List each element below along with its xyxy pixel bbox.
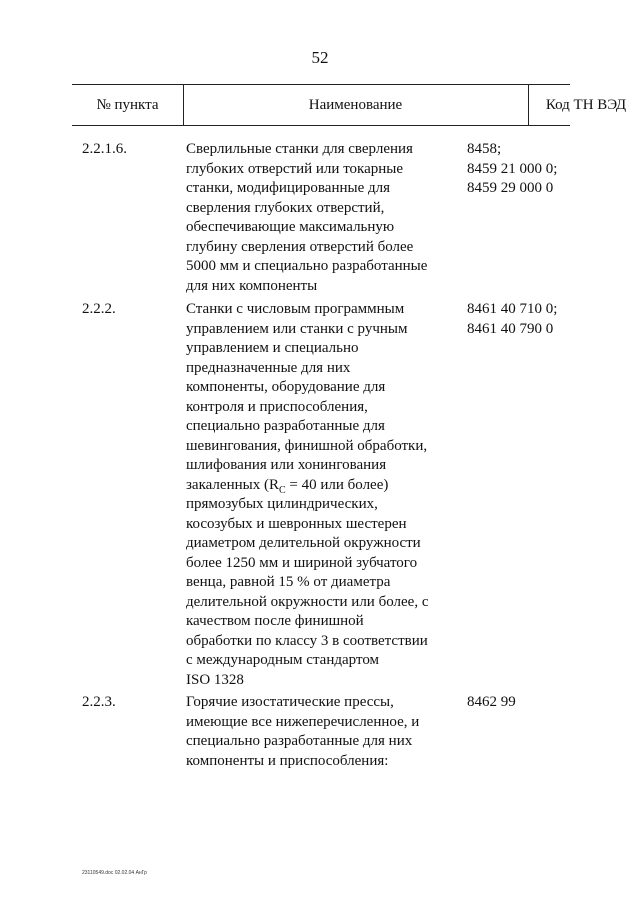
- name-line: диаметром делительной окружности: [186, 535, 421, 551]
- name-line: контроля и приспособления,: [186, 398, 368, 415]
- name-line: для них компоненты: [186, 277, 318, 294]
- name-line: с международным стандартом: [186, 652, 380, 668]
- row-name: [186, 140, 461, 296]
- name-line: более 1250 мм и шириной зубчатого: [186, 554, 418, 571]
- header-number: № пункта: [72, 85, 184, 125]
- header-code: Код ТН ВЭД: [545, 97, 627, 113]
- hardness-subscript: C: [278, 484, 286, 496]
- name-line: прямозубых цилиндрических,: [186, 496, 378, 512]
- name-line: качеством после финишной: [186, 613, 364, 629]
- name-line: косозубых и шевронных шестерен: [186, 515, 407, 532]
- row-number: 2.2.3.: [82, 694, 116, 710]
- code-line: 8461 40 790 0: [467, 320, 554, 337]
- code-line: 8462 99: [467, 694, 516, 710]
- name-line: компоненты, оборудование для: [186, 379, 386, 395]
- row-code: [467, 140, 582, 199]
- code-line: 8458;: [467, 141, 502, 157]
- hardness-line: [186, 476, 461, 496]
- name-line: Сверлильные станки для сверления: [186, 141, 413, 157]
- name-line: шевингования, финишной обработки,: [186, 437, 428, 454]
- table-header: [72, 84, 627, 126]
- row-name: [186, 300, 461, 690]
- name-line: обеспечивающие максимальную: [186, 219, 395, 235]
- name-line: венца, равной 15 % от диаметра: [186, 574, 391, 590]
- row-name: [186, 693, 461, 771]
- name-line: глубину сверления отверстий более: [186, 238, 414, 255]
- row-number: 2.2.2.: [82, 301, 116, 317]
- name-line: глубоких отверстий или токарные: [186, 160, 404, 177]
- name-line: делительной окружности или более, с: [186, 593, 429, 610]
- name-line: ISO 1328: [186, 671, 244, 688]
- document-footer: 23110549.doc 02.02.04 АнГр: [82, 870, 147, 876]
- row-code: [467, 300, 582, 339]
- page-number: 52: [311, 48, 329, 67]
- hardness-prefix: закаленных (R: [186, 476, 279, 493]
- row-code: [467, 693, 582, 713]
- name-line: 5000 мм и специально разработанные: [186, 258, 428, 274]
- name-line: компоненты и приспособления:: [186, 752, 389, 769]
- code-line: 8459 29 000 0: [467, 180, 554, 196]
- hardness-tail: = 40 или более): [285, 476, 389, 493]
- name-line: обработки по классу 3 в соответствии: [186, 632, 428, 649]
- name-line: имеющие все нижеперечисленное, и: [186, 713, 420, 730]
- row-number: 2.2.1.6.: [82, 141, 127, 157]
- name-line: станки, модифицированные для: [186, 180, 391, 196]
- code-line: 8461 40 710 0;: [467, 301, 558, 317]
- name-line: предназначенные для них: [186, 359, 351, 376]
- name-line: Горячие изостатические прессы,: [186, 694, 394, 710]
- name-line: специально разработанные для: [186, 418, 385, 434]
- name-line: сверления глубоких отверстий,: [186, 199, 385, 216]
- name-line: шлифования или хонингования: [186, 457, 387, 473]
- name-line: управлением и специально: [186, 340, 359, 356]
- name-line: Станки с числовым программным: [186, 301, 405, 317]
- name-line: специально разработанные для них: [186, 733, 413, 749]
- name-line: управлением или станки с ручным: [186, 320, 408, 337]
- header-name: Наименование: [183, 85, 529, 125]
- code-line: 8459 21 000 0;: [467, 160, 558, 177]
